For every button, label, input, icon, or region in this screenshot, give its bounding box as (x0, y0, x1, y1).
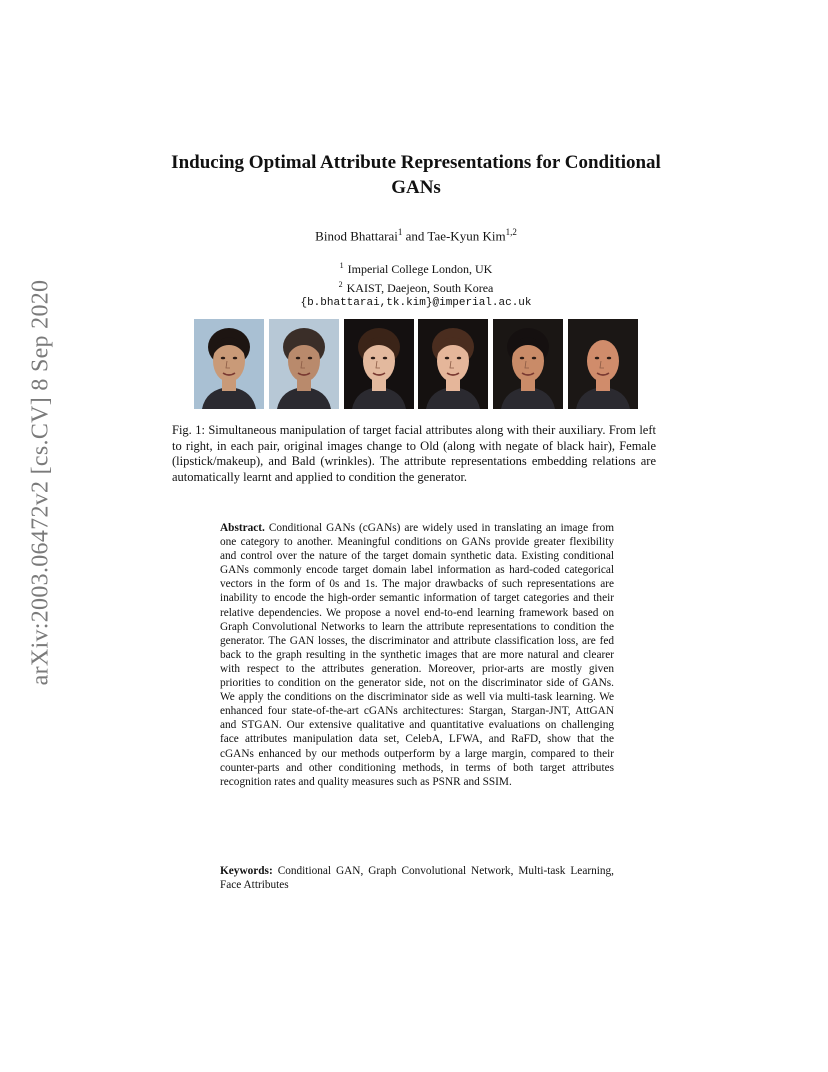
author-2: Tae-Kyun Kim (427, 228, 506, 244)
face-old (269, 319, 339, 409)
face-bald (568, 319, 638, 409)
author-1: Binod Bhattarai (315, 228, 398, 244)
affiliation-1-mark: 1 (339, 261, 344, 270)
affiliations (150, 258, 682, 311)
author-email: {b.bhattarai,tk.kim}@imperial.ac.uk (300, 297, 532, 309)
keywords-text: Conditional GAN, Graph Convolutional Network, Multi-task Learning, Face Attributes (220, 865, 615, 892)
figure-1-caption: Fig. 1: Simultaneous manipulation of target facial attributes along with their auxiliary. From left to right, in each pair, original images change to Old (along with negate of black hair), Female (lipstick/makeup), and Bald (wrinkles). The attribute representations embedding relations are automatically learnt and applied to condition the generator. (172, 423, 656, 484)
abstract-text: Conditional GANs (cGANs) are widely used in translating an image from one category to another. Meaningful conditions on GANs provide greater flexibility and control over the nature of the target domain synthetic data. Existing conditional GANs commonly encode target domain label information as hard-coded categorical vectors in the form of 0s and 1s. The major drawbacks of such representations are inability to encode the high-order semantic information of target categories and their relative dependencies. We propose a novel end-to-end learning framework based on Graph Convolutional Networks to learn the attribute representations to condition the generator. The GAN losses, the discriminator and attribute classification loss, are fed back to the graph resulting in the synthetic images that are more natural and clearer with respect to the attributes generation. Moreover, prior-arts are mostly given priorities to condition on the generator side, not on the discriminator side of GANs. We apply the conditions on the discriminator side as well via multi-task learning. We enhanced four state-of-the-art cGANs architectures: Stargan, Stargan-JNT, AttGAN and STGAN. Our extensive qualitative and quantitative evaluations on challenging face attributes manipulation data set, CelebA, LFWA, and RaFD, show that the cGANs enhanced by our methods outperform by a large margin, compared to their counter-parts and other conditioning methods, in terms of both target attributes recognition rates and quality measures such as PSNR and SSIM. (220, 522, 615, 788)
keywords (220, 864, 614, 892)
author-line (150, 227, 682, 244)
affiliation-2 (150, 277, 682, 296)
abstract (220, 521, 614, 789)
face-original-3 (493, 319, 563, 409)
face-original-2 (344, 319, 414, 409)
affiliation-1 (150, 258, 682, 277)
face-original-1 (194, 319, 264, 409)
affiliation-2-mark: 2 (338, 280, 343, 289)
author-1-affiliation-mark: 1 (397, 227, 403, 237)
author-connector: and (402, 228, 428, 244)
keywords-label: Keywords: (220, 865, 273, 877)
arxiv-identifier-text: arXiv:2003.06472v2 [cs.CV] 8 Sep 2020 (27, 279, 54, 685)
face-female (418, 319, 488, 409)
paper-title: Inducing Optimal Attribute Representations for Conditional GANs (171, 152, 661, 198)
arxiv-identifier (21, 279, 61, 685)
abstract-label: Abstract. (220, 522, 265, 534)
affiliation-2-text: KAIST, Daejeon, South Korea (346, 281, 494, 295)
author-2-affiliation-mark: 1,2 (505, 227, 517, 237)
figure-1-images (194, 319, 638, 409)
affiliation-1-text: Imperial College London, UK (347, 262, 493, 276)
